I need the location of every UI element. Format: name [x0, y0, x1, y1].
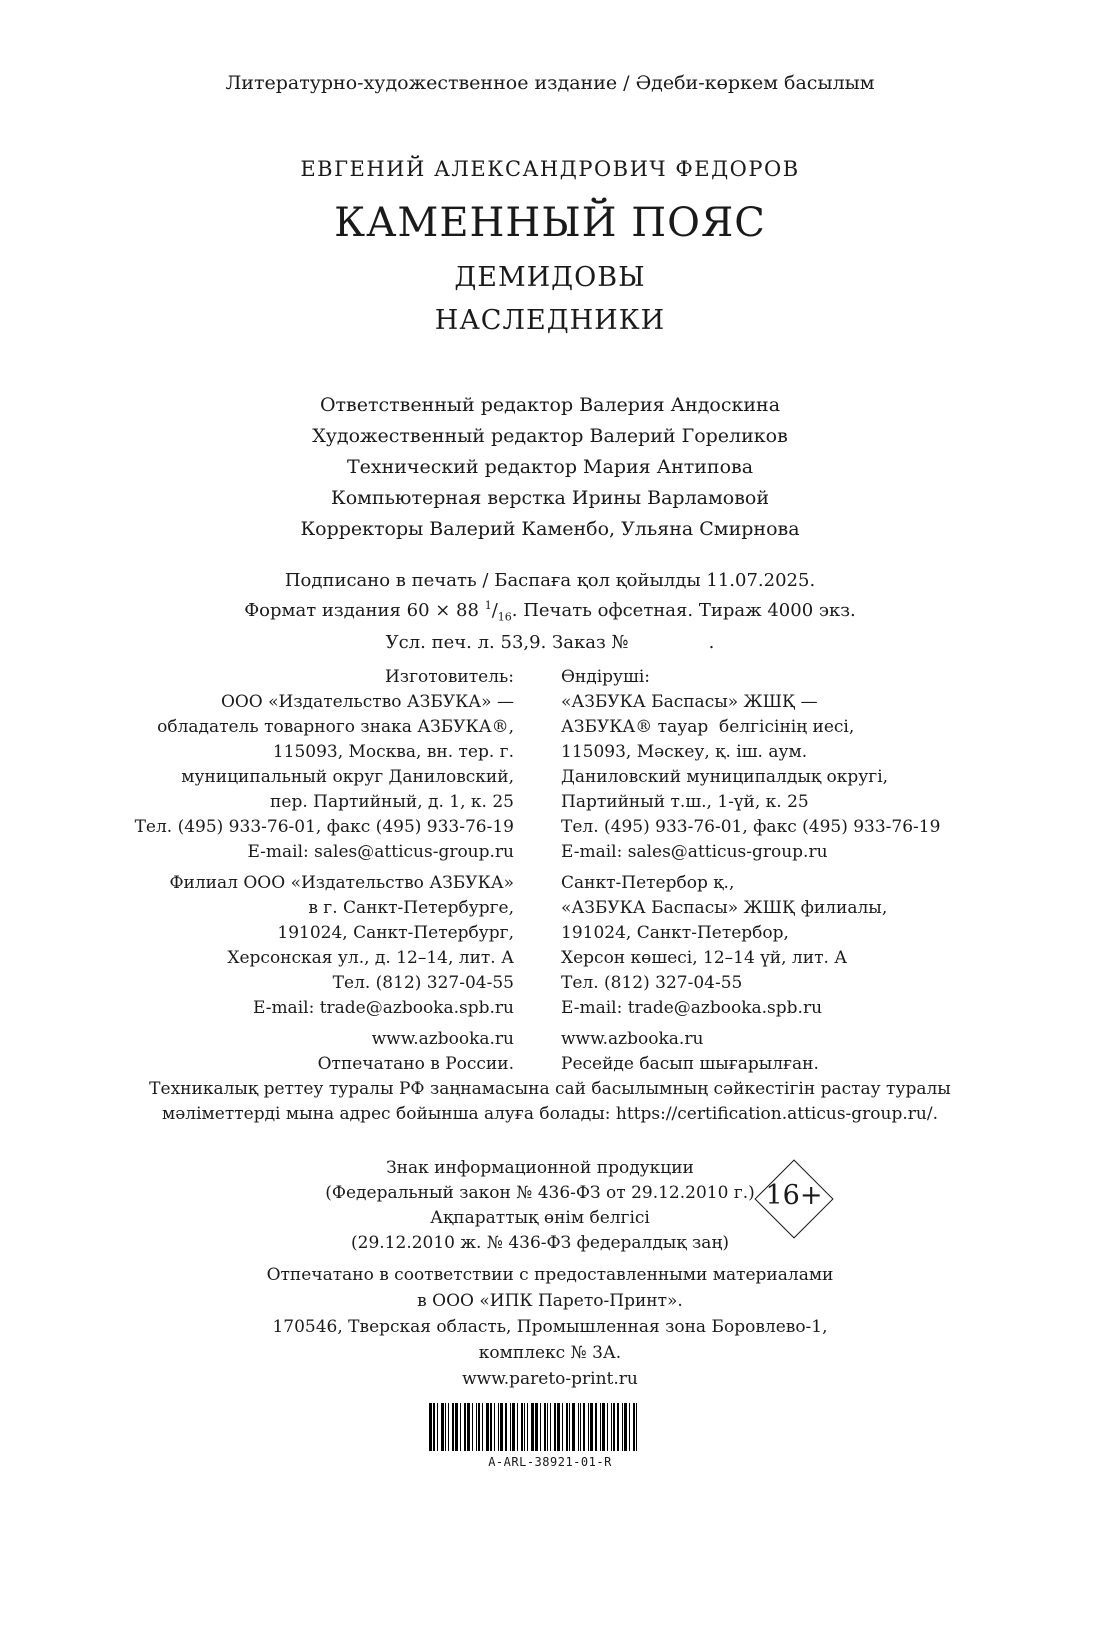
- format-line: Формат издания 60 × 88 $^1/_{16}$. Печать офсетная. Тираж 4000 экз.: [244, 599, 856, 624]
- barcode-bar: [476, 1403, 477, 1451]
- barcode-bar: [554, 1403, 556, 1451]
- branch-ru-line: в г. Санкт-Петербурге,: [308, 898, 514, 918]
- website-kz: www.azbooka.ru: [561, 1029, 704, 1049]
- pub-ru-line: 115093, Москва, вн. тер. г.: [272, 742, 514, 762]
- print-info-block: [0, 568, 1100, 655]
- printer-line: в ООО «ИПК Парето-Принт».: [417, 1291, 683, 1311]
- barcode-bar: [569, 1403, 570, 1451]
- format-denominator: 16: [497, 610, 512, 624]
- barcode-bar: [460, 1403, 461, 1451]
- barcode-bar: [557, 1403, 560, 1451]
- printed-in-kz: Ресейде басып шығарылған.: [561, 1054, 819, 1074]
- barcode-bar: [613, 1403, 615, 1451]
- barcode-bar: [633, 1403, 635, 1451]
- barcode-bar: [595, 1403, 597, 1451]
- branch-kz-email: E-mail: trade@azbooka.spb.ru: [561, 998, 823, 1018]
- barcode-bar: [433, 1403, 435, 1451]
- order-line: Усл. печ. л. 53,9. Заказ № .: [385, 631, 715, 653]
- branch-ru-line: 191024, Санкт-Петербург,: [277, 923, 514, 943]
- pub-ru-line: Изготовитель:: [384, 667, 514, 687]
- pub-ru-phone: Тел. (495) 933-76-01, факс (495) 933-76-19: [134, 817, 514, 837]
- barcode-bar: [611, 1403, 612, 1451]
- pub-kz-phone: Тел. (495) 933-76-01, факс (495) 933-76-19: [561, 817, 941, 837]
- barcode-bar: [550, 1403, 551, 1451]
- barcode-bar: [602, 1403, 605, 1451]
- publisher-kz-column: [561, 665, 940, 1077]
- branch-ru-email: E-mail: trade@azbooka.spb.ru: [252, 998, 514, 1018]
- pub-kz-line: Партийный т.ш., 1-үй, к. 25: [561, 792, 809, 812]
- barcode-code: A-ARL-38921-01-R: [488, 1455, 612, 1469]
- barcode-bar: [478, 1403, 480, 1451]
- book-subtitle-2: НАСЛЕДНИКИ: [434, 305, 666, 336]
- age-rating-badge: [755, 1160, 833, 1238]
- barcode-bar: [437, 1403, 438, 1451]
- pub-kz-line: 115093, Мәскеу, қ. іш. аум.: [561, 742, 808, 762]
- barcode-bar: [547, 1403, 548, 1451]
- barcode-bar: [566, 1403, 568, 1451]
- format-prefix: Формат издания 60 × 88: [244, 600, 485, 621]
- book-subtitle-1: ДЕМИДОВЫ: [454, 262, 646, 293]
- barcode-bar: [636, 1403, 637, 1451]
- book-title: КАМЕННЫЙ ПОЯС: [334, 200, 766, 246]
- barcode-bar: [467, 1403, 470, 1451]
- certification-note: [0, 1077, 1100, 1127]
- credit-line: Ответственный редактор Валерия Андоскина: [319, 394, 781, 416]
- barcode-bar: [607, 1403, 608, 1451]
- branch-kz-line: Санкт-Петербор қ.,: [561, 873, 735, 893]
- barcode-bar: [600, 1403, 601, 1451]
- credit-line: Технический редактор Мария Антипова: [346, 456, 754, 478]
- barcode-bar: [510, 1403, 511, 1451]
- barcode-bar: [448, 1403, 449, 1451]
- sign-line: (29.12.2010 ж. № 436-ФЗ федералдық заң): [351, 1233, 729, 1253]
- pub-kz-email: E-mail: sales@atticus-group.ru: [561, 842, 828, 862]
- branch-kz-line: Херсон көшесі, 12–14 үй, лит. А: [561, 948, 848, 968]
- credit-line: Корректоры Валерий Каменбо, Ульяна Смирнова: [300, 518, 800, 540]
- website-ru: www.azbooka.ru: [371, 1029, 514, 1049]
- barcode-bar: [512, 1403, 515, 1451]
- barcode-bar: [572, 1403, 575, 1451]
- barcode-bar: [544, 1403, 546, 1451]
- barcode-bar: [472, 1403, 473, 1451]
- barcode-bar: [505, 1403, 507, 1451]
- branch-ru-line: Филиал ООО «Издательство АЗБУКА»: [169, 873, 514, 893]
- printer-info: [0, 1262, 1100, 1392]
- barcode-bar: [540, 1403, 541, 1451]
- barcode-bar: [494, 1403, 495, 1451]
- barcode-bar: [498, 1403, 499, 1451]
- branch-kz-phone: Тел. (812) 327-04-55: [561, 973, 743, 993]
- barcode-bar: [629, 1403, 630, 1451]
- printer-website: www.pareto-print.ru: [462, 1369, 638, 1389]
- barcode-bar: [521, 1403, 523, 1451]
- barcode-bar: [562, 1403, 563, 1451]
- branch-kz-line: 191024, Санкт-Петербор,: [561, 923, 789, 943]
- credit-line: Компьютерная верстка Ирины Варламовой: [331, 487, 769, 509]
- printed-in-ru: Отпечатано в России.: [317, 1054, 514, 1074]
- credit-line: Художественный редактор Валерий Гореликов: [312, 425, 788, 447]
- author-name: ЕВГЕНИЙ АЛЕКСАНДРОВИЧ ФЕДОРОВ: [300, 157, 800, 181]
- pub-ru-line: пер. Партийный, д. 1, к. 25: [270, 792, 514, 812]
- barcode-bar: [452, 1403, 454, 1451]
- barcode-bar: [486, 1403, 489, 1451]
- info-product-sign: [290, 1156, 790, 1256]
- barcode-bar: [441, 1403, 444, 1451]
- barcode-bar: [429, 1403, 432, 1451]
- barcode-bar: [464, 1403, 466, 1451]
- barcode-bar: [531, 1403, 534, 1451]
- barcode-bar: [527, 1403, 528, 1451]
- cert-line: Техникалық реттеу туралы РФ заңнамасына сай басылымның сәйкестігін растау туралы: [149, 1079, 951, 1099]
- pub-kz-line: АЗБУКА® тауар белгісінің иесі,: [561, 717, 855, 737]
- sign-line: Знак информационной продукции: [386, 1158, 694, 1178]
- barcode-bar: [482, 1403, 483, 1451]
- pub-kz-line: «АЗБУКА Баспасы» ЖШҚ —: [561, 692, 818, 712]
- sign-line: (Федеральный закон № 436-ФЗ от 29.12.2010 г.): [325, 1183, 755, 1203]
- barcode-bar: [617, 1403, 619, 1451]
- pub-kz-line: Өндіруші:: [561, 667, 651, 687]
- branch-kz-line: «АЗБУКА Баспасы» ЖШҚ филиалы,: [561, 898, 888, 918]
- printer-line: комплекс № 3А.: [478, 1343, 622, 1363]
- format-suffix: . Печать офсетная. Тираж 4000 экз.: [511, 600, 856, 621]
- barcode-bar: [622, 1403, 623, 1451]
- cert-line: мәліметтерді мына адрес бойынша алуға болады: https://certification.atticus-group.ru/.: [162, 1104, 938, 1124]
- barcode-bar: [524, 1403, 525, 1451]
- barcode-bar: [580, 1403, 581, 1451]
- printer-line: Отпечатано в соответствии с предоставленными материалами: [266, 1265, 834, 1285]
- barcode-bar: [445, 1403, 446, 1451]
- pub-ru-line: обладатель товарного знака АЗБУКА®,: [157, 717, 514, 737]
- publisher-ru-column: [135, 665, 514, 1077]
- barcode-bar: [624, 1403, 627, 1451]
- age-rating-text: 16+: [765, 1180, 823, 1211]
- sign-line: Ақпараттық өнім белгісі: [430, 1208, 650, 1228]
- credits-block: [0, 390, 1100, 545]
- barcode-bar: [583, 1403, 585, 1451]
- barcode-bar: [578, 1403, 579, 1451]
- branch-ru-line: Херсонская ул., д. 12–14, лит. А: [227, 948, 514, 968]
- barcode-bar: [517, 1403, 518, 1451]
- pub-kz-line: Даниловский муниципалдық округі,: [561, 767, 889, 787]
- barcode-bar: [490, 1403, 492, 1451]
- barcode-bar: [535, 1403, 538, 1451]
- barcode-bar: [455, 1403, 458, 1451]
- pub-ru-line: ООО «Издательство АЗБУКА» —: [220, 692, 514, 712]
- barcode-bar: [500, 1403, 503, 1451]
- printer-line: 170546, Тверская область, Промышленная зона Боровлево-1,: [272, 1317, 828, 1337]
- barcode-bar: [590, 1403, 593, 1451]
- pub-ru-line: муниципальный округ Даниловский,: [181, 767, 514, 787]
- signed-date: Подписано в печать / Баспаға қол қойылды 11.07.2025.: [284, 570, 816, 591]
- barcode-bar: [588, 1403, 589, 1451]
- pub-ru-email: E-mail: sales@atticus-group.ru: [247, 842, 514, 862]
- genre-label: Литературно-художественное издание / Әдеби-көркем басылым: [225, 72, 875, 94]
- format-numerator: 1: [484, 599, 492, 612]
- barcode-icon: [429, 1403, 664, 1451]
- branch-ru-phone: Тел. (812) 327-04-55: [332, 973, 514, 993]
